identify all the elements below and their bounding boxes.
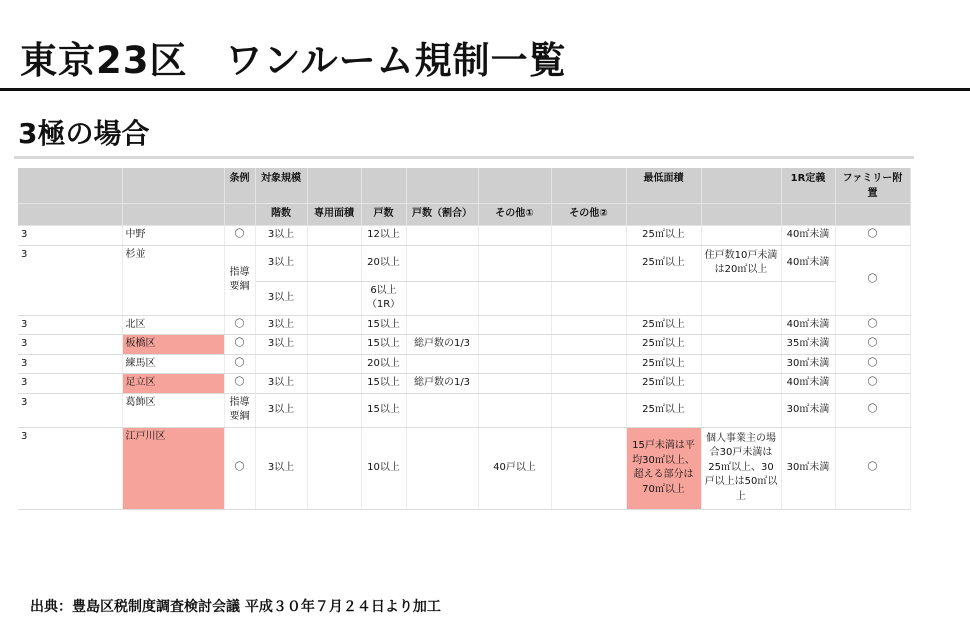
table-row (18, 335, 910, 355)
floors-cell: 3以上 (255, 281, 307, 315)
header-cell (626, 204, 701, 226)
header-cell (18, 168, 122, 204)
ordinance-cell: 〇 (224, 226, 255, 246)
min-note-cell: 個人事業主の場合30戸未満は25㎡以上、30戸以上は50㎡以上 (701, 427, 781, 509)
units-cell: 20以上 (361, 245, 406, 281)
family-cell: 〇 (835, 427, 910, 509)
family-cell: 〇 (835, 226, 910, 246)
other1-cell (478, 226, 551, 246)
header-cell (122, 204, 224, 226)
ward-cell: 中野 (122, 226, 224, 246)
other2-cell (551, 374, 626, 394)
ordinance-cell: 〇 (224, 374, 255, 394)
units-cell: 15以上 (361, 335, 406, 355)
units-cell: 20以上 (361, 354, 406, 374)
source-citation: 出典：豊島区税制度調査検討会議 平成３０年７月２４日より加工 (30, 599, 441, 615)
family-cell: 〇 (835, 315, 910, 335)
floors-cell: 3以上 (255, 374, 307, 394)
other2-cell (551, 245, 626, 281)
ratio-cell (406, 245, 478, 281)
ratio-cell (406, 427, 478, 509)
other1-cell (478, 393, 551, 427)
area-cell (307, 427, 361, 509)
floors-cell: 3以上 (255, 245, 307, 281)
header-other-2: その他② (551, 204, 626, 226)
area-cell (307, 226, 361, 246)
header-cell (224, 204, 255, 226)
ordinance-cell: 〇 (224, 354, 255, 374)
other2-cell (551, 315, 626, 335)
min-note-cell (701, 226, 781, 246)
definition-cell: 30㎡未満 (781, 393, 835, 427)
definition-cell: 40㎡未満 (781, 245, 835, 281)
header-floors: 階数 (255, 204, 307, 226)
definition-cell: 40㎡未満 (781, 374, 835, 394)
family-cell: 〇 (835, 335, 910, 355)
page-title: 東京23区 ワンルーム規制一覧 (20, 39, 567, 82)
header-target-scale: 対象規模 (255, 168, 307, 204)
floors-cell: 3以上 (255, 315, 307, 335)
header-units: 戸数 (361, 204, 406, 226)
table-row (18, 374, 910, 394)
ratio-cell (406, 281, 478, 315)
min-area-cell: 25㎡以上 (626, 226, 701, 246)
floors-cell: 3以上 (255, 427, 307, 509)
other1-cell (478, 245, 551, 281)
other2-cell (551, 335, 626, 355)
ratio-cell (406, 354, 478, 374)
units-cell: 6以上（1R） (361, 281, 406, 315)
min-note-cell (701, 354, 781, 374)
min-area-cell-highlighted: 15戸未満は平均30㎡以上、超える部分は70㎡以上 (626, 427, 701, 509)
ward-cell: 練馬区 (122, 354, 224, 374)
min-area-cell: 25㎡以上 (626, 335, 701, 355)
ratio-cell (406, 393, 478, 427)
family-cell: 〇 (835, 354, 910, 374)
definition-cell: 35㎡未満 (781, 335, 835, 355)
header-cell (701, 168, 781, 204)
ward-cell: 杉並 (122, 245, 224, 315)
area-cell (307, 335, 361, 355)
definition-cell: 40㎡未満 (781, 315, 835, 335)
table-row (18, 245, 910, 281)
other2-cell (551, 427, 626, 509)
regulation-table (18, 168, 911, 510)
family-cell: 〇 (835, 245, 910, 315)
area-cell (307, 374, 361, 394)
header-1r-definition: 1R定義 (781, 168, 835, 204)
header-cell (781, 204, 835, 226)
header-cell (701, 204, 781, 226)
min-note-cell (701, 335, 781, 355)
min-note-cell (701, 393, 781, 427)
ward-cell: 葛飾区 (122, 393, 224, 427)
area-cell (307, 393, 361, 427)
header-private-area: 専用面積 (307, 204, 361, 226)
area-cell (307, 315, 361, 335)
family-cell: 〇 (835, 393, 910, 427)
header-ordinance: 条例 (224, 168, 255, 204)
header-cell (18, 204, 122, 226)
ward-cell-highlighted: 足立区 (122, 374, 224, 394)
header-cell (361, 168, 406, 204)
header-cell (122, 168, 224, 204)
area-cell (307, 245, 361, 281)
title-divider (0, 88, 970, 91)
min-area-cell: 25㎡以上 (626, 354, 701, 374)
header-cell (307, 168, 361, 204)
floors-cell: 3以上 (255, 393, 307, 427)
table-row (18, 354, 910, 374)
pole-cell: 3 (18, 335, 122, 355)
pole-cell: 3 (18, 354, 122, 374)
ward-cell-highlighted: 江戸川区 (122, 427, 224, 509)
floors-cell: 3以上 (255, 226, 307, 246)
pole-cell: 3 (18, 226, 122, 246)
other2-cell (551, 354, 626, 374)
ward-cell: 北区 (122, 315, 224, 335)
header-row-1 (18, 168, 910, 204)
header-cell (478, 168, 551, 204)
definition-cell: 30㎡未満 (781, 354, 835, 374)
pole-cell: 3 (18, 393, 122, 427)
ordinance-cell: 〇 (224, 335, 255, 355)
other1-cell: 40戸以上 (478, 427, 551, 509)
min-area-cell: 25㎡以上 (626, 393, 701, 427)
floors-cell (255, 354, 307, 374)
pole-cell: 3 (18, 427, 122, 509)
ratio-cell (406, 226, 478, 246)
ratio-cell (406, 315, 478, 335)
min-note-cell (701, 374, 781, 394)
ordinance-cell: 〇 (224, 315, 255, 335)
units-cell: 15以上 (361, 393, 406, 427)
header-row-2 (18, 204, 910, 226)
units-cell: 15以上 (361, 374, 406, 394)
pole-cell: 3 (18, 245, 122, 315)
other2-cell (551, 226, 626, 246)
ordinance-cell: 指導要綱 (224, 393, 255, 427)
definition-cell: 40㎡未満 (781, 226, 835, 246)
min-area-cell: 25㎡以上 (626, 245, 701, 281)
area-cell (307, 281, 361, 315)
pole-cell: 3 (18, 315, 122, 335)
table-row (18, 315, 910, 335)
other1-cell (478, 374, 551, 394)
min-note-cell (701, 281, 781, 315)
header-cell (551, 168, 626, 204)
units-cell: 10以上 (361, 427, 406, 509)
other1-cell (478, 315, 551, 335)
min-area-cell (626, 281, 701, 315)
header-units-ratio: 戸数（割合） (406, 204, 478, 226)
min-note-cell (701, 315, 781, 335)
min-note-cell: 住戸数10戸未満は20㎡以上 (701, 245, 781, 281)
section-subtitle: 3極の場合 (18, 117, 150, 150)
ordinance-cell: 指導要綱 (224, 245, 255, 315)
units-cell: 15以上 (361, 315, 406, 335)
other2-cell (551, 393, 626, 427)
table-row (18, 393, 910, 427)
definition-cell: 30㎡未満 (781, 427, 835, 509)
min-area-cell: 25㎡以上 (626, 374, 701, 394)
other1-cell (478, 281, 551, 315)
floors-cell: 3以上 (255, 335, 307, 355)
other1-cell (478, 354, 551, 374)
ratio-cell: 総戸数の1/3 (406, 335, 478, 355)
table-row (18, 427, 910, 509)
other2-cell (551, 281, 626, 315)
ordinance-cell: 〇 (224, 427, 255, 509)
header-min-area: 最低面積 (626, 168, 701, 204)
pole-cell: 3 (18, 374, 122, 394)
header-family: ファミリー附置 (835, 168, 910, 204)
definition-cell (781, 281, 835, 315)
units-cell: 12以上 (361, 226, 406, 246)
ratio-cell: 総戸数の1/3 (406, 374, 478, 394)
other1-cell (478, 335, 551, 355)
family-cell: 〇 (835, 374, 910, 394)
header-cell (835, 204, 910, 226)
subtitle-divider (14, 156, 914, 159)
ward-cell-highlighted: 板橋区 (122, 335, 224, 355)
min-area-cell: 25㎡以上 (626, 315, 701, 335)
header-cell (406, 168, 478, 204)
table-row (18, 226, 910, 246)
header-other-1: その他① (478, 204, 551, 226)
area-cell (307, 354, 361, 374)
